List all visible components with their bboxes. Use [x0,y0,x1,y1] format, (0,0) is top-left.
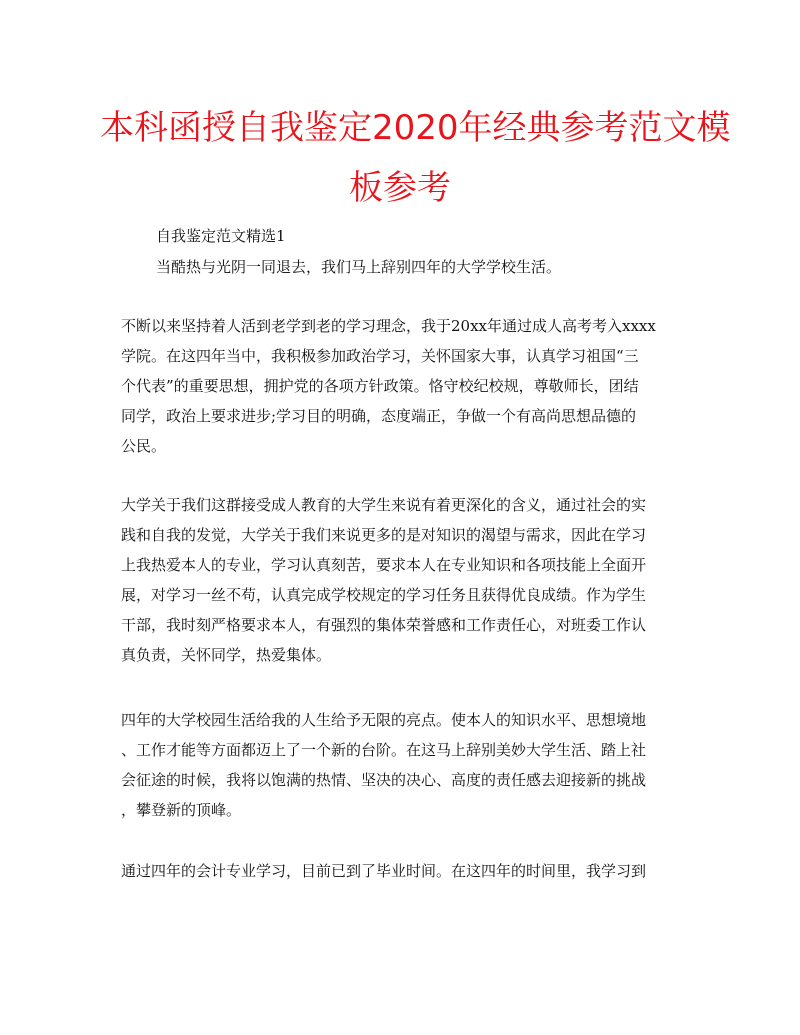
paragraph-1-line-2: 学院。在这四年当中，我积极参加政治学习，关怀国家大事，认真学习祖国“三 [121,347,639,365]
paragraph-2-line-1: 大学关于我们这群接受成人教育的大学生来说有着更深化的含义，通过社会的实 [121,496,647,514]
document-title-line-2: 板参考 [349,168,451,208]
paragraph-3-line-4: ，攀登新的顶峰。 [121,801,242,819]
paragraph-1-line-4: 同学，政治上要求进步;学习目的明确，态度端正，争做一个有高尚思想品德的 [121,407,637,425]
paragraph-1-line-1: 不断以来坚持着人活到老学到老的学习理念，我于20xx年通过成人高考考入xxxx [121,317,656,335]
paragraph-2-line-2: 践和自我的发觉，大学关于我们来说更多的是对知识的渴望与需求，因此在学习 [121,526,647,544]
paragraph-4-line-1: 通过四年的会计专业学习，目前已到了毕业时间。在这四年的时间里，我学习到 [121,862,647,880]
paragraph-2-line-3: 上我热爱本人的专业，学习认真刻苦，要求本人在专业知识和各项技能上全面开 [121,556,647,574]
paragraph-2-line-6: 真负责，关怀同学，热爱集体。 [121,646,332,664]
document-title-line-1: 本科函授自我鉴定2020年经典参考范文模 [100,108,731,148]
section-subheading: 自我鉴定范文精选1 [156,227,286,245]
paragraph-1-line-5: 公民。 [121,437,167,455]
paragraph-1-line-3: 个代表”的重要思想，拥护党的各项方针政策。恪守校纪校规，尊敬师长，团结 [121,377,639,395]
paragraph-2-line-5: 干部，我时刻严格要求本人，有强烈的集体荣誉感和工作责任心，对班委工作认 [121,616,647,634]
paragraph-3-line-3: 会征途的时候，我将以饱满的热情、坚决的决心、高度的责任感去迎接新的挑战 [121,771,647,789]
intro-line: 当酷热与光阴一同退去，我们马上辞别四年的大学学校生活。 [156,258,562,276]
paragraph-3-line-1: 四年的大学校园生活给我的人生给予无限的亮点。使本人的知识水平、思想境地 [121,711,647,729]
paragraph-3-line-2: 、工作才能等方面都迈上了一个新的台阶。在这马上辞别美妙大学生活、踏上社 [121,741,647,759]
paragraph-2-line-4: 展，对学习一丝不苟，认真完成学校规定的学习任务且获得优良成绩。作为学生 [121,586,647,604]
